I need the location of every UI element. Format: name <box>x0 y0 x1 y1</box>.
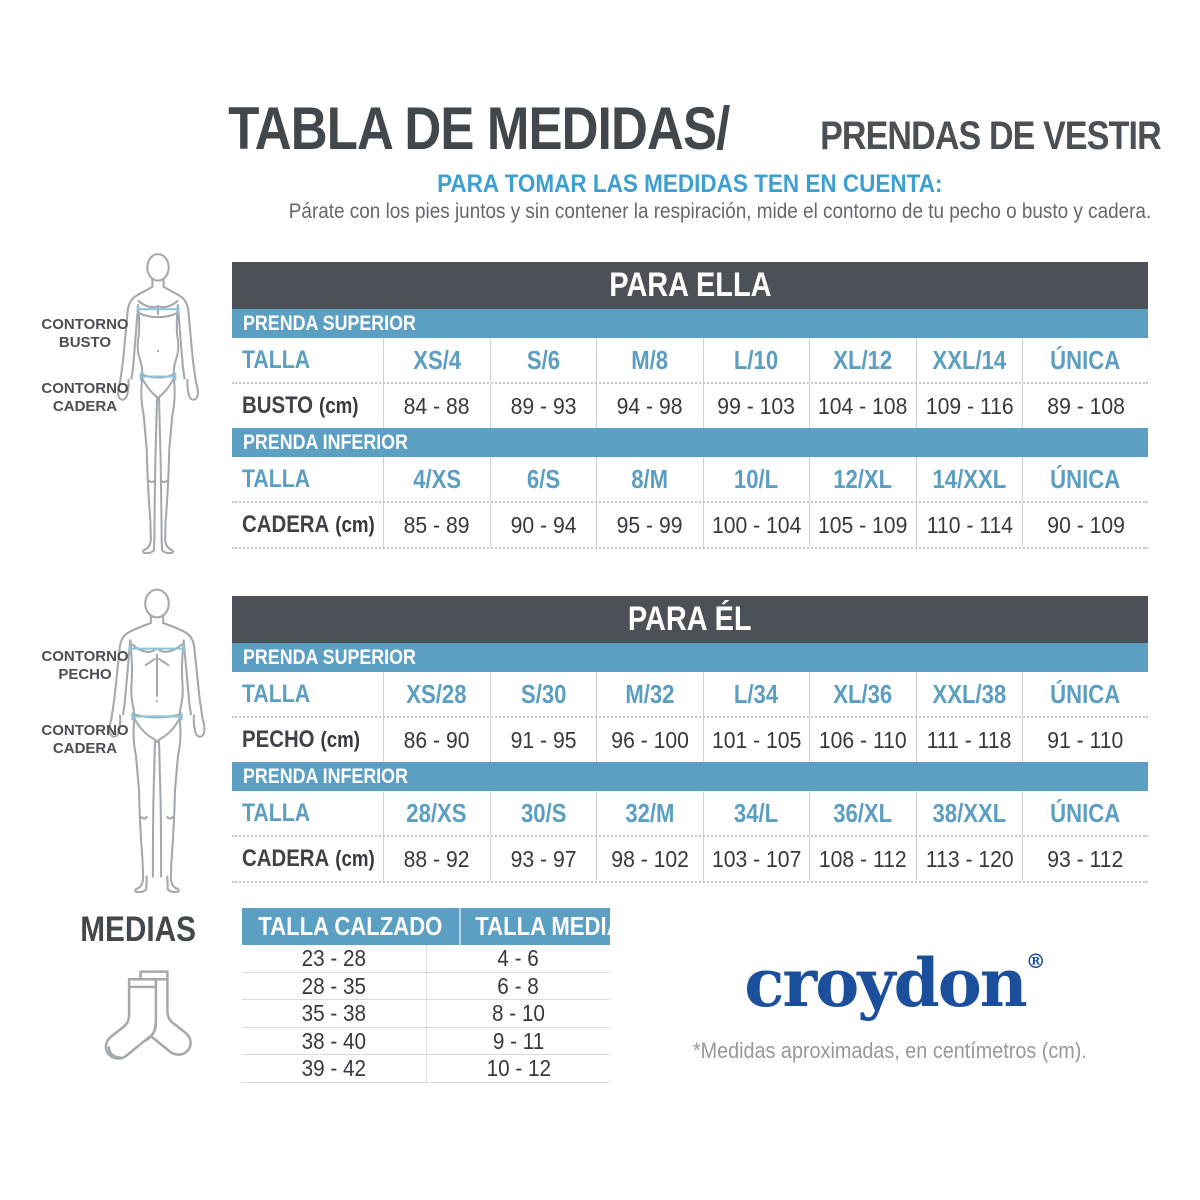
title-sub: PRENDAS DE VESTIR <box>819 114 1161 158</box>
value-cell: 109 - 116 <box>916 384 1023 428</box>
col-talla-calzado: TALLA CALZADO <box>258 911 443 941</box>
measure-row <box>232 837 1148 883</box>
calzado-value: 23 - 28 <box>301 945 367 971</box>
value-cell: 90 - 94 <box>490 503 597 547</box>
size-cell: 38/XXL <box>916 791 1023 835</box>
value-cell: 91 - 95 <box>490 718 597 762</box>
value-cell: 86 - 90 <box>383 718 490 762</box>
medias-value: 4 - 6 <box>426 945 610 972</box>
size-cell: ÚNICA <box>1022 672 1148 716</box>
size-cell: M/32 <box>596 672 703 716</box>
band-prenda-superior: PRENDA SUPERIOR <box>232 643 1148 672</box>
hip-measure-line <box>141 373 176 379</box>
value-cell: 88 - 92 <box>383 837 490 881</box>
size-cell: 4/XS <box>383 457 490 501</box>
value-cell: 93 - 112 <box>1022 837 1148 881</box>
size-cell: M/8 <box>596 338 703 382</box>
band-prenda-superior: PRENDA SUPERIOR <box>232 309 1148 338</box>
page-title <box>225 94 1161 163</box>
subtitle: PARA TOMAR LAS MEDIDAS TEN EN CUENTA: <box>437 170 943 198</box>
size-cell: XL/36 <box>809 672 916 716</box>
measure-label: CADERA (cm) <box>242 511 375 538</box>
size-cell: 28/XS <box>383 791 490 835</box>
table-row <box>242 1000 610 1028</box>
size-cell: S/6 <box>490 338 597 382</box>
medias-title: MEDIAS <box>80 910 196 949</box>
table-para-ella <box>232 262 1148 549</box>
size-cell: ÚNICA <box>1022 457 1148 501</box>
size-cell: 34/L <box>703 791 810 835</box>
size-cell: XS/4 <box>383 338 490 382</box>
title-main: TABLA DE MEDIDAS/ <box>228 95 730 162</box>
label-contorno-cadera-male: CONTORNO CADERA <box>41 722 129 757</box>
footnote: *Medidas aproximadas, en centímetros (cm). <box>693 1038 1087 1063</box>
measure-label: PECHO (cm) <box>242 726 360 753</box>
socks-table-header <box>242 908 637 945</box>
measure-label: CADERA (cm) <box>242 845 375 872</box>
size-cell: 10/L <box>703 457 810 501</box>
calzado-value: 38 - 40 <box>301 1027 367 1054</box>
size-cell: XXL/38 <box>916 672 1023 716</box>
value-cell: 113 - 120 <box>916 837 1023 881</box>
measure-row <box>232 718 1148 762</box>
size-header-row <box>232 338 1148 384</box>
size-cell: L/10 <box>703 338 810 382</box>
hip-measure-line <box>132 713 181 719</box>
size-cell: XXL/14 <box>916 338 1023 382</box>
value-cell: 110 - 114 <box>916 503 1023 547</box>
table-title-el: PARA ÉL <box>232 596 1148 643</box>
band-prenda-inferior: PRENDA INFERIOR <box>232 428 1148 457</box>
value-cell: 95 - 99 <box>596 503 703 547</box>
value-cell: 99 - 103 <box>703 384 810 428</box>
label-contorno-busto: CONTORNO BUSTO <box>41 316 129 351</box>
value-cell: 106 - 110 <box>809 718 916 762</box>
size-cell: ÚNICA <box>1022 338 1148 382</box>
table-row <box>242 973 610 1001</box>
talla-label: TALLA <box>242 679 311 708</box>
value-cell: 111 - 118 <box>916 718 1023 762</box>
description: Párate con los pies juntos y sin contener la respiración, mide el contorno de tu pecho o busto y cadera. <box>288 199 1152 223</box>
medias-value: 8 - 10 <box>426 1000 610 1027</box>
value-cell: 94 - 98 <box>596 384 703 428</box>
band-prenda-inferior: PRENDA INFERIOR <box>232 762 1148 791</box>
medias-value: 10 - 12 <box>426 1055 610 1082</box>
size-cell: 14/XXL <box>916 457 1023 501</box>
value-cell: 89 - 93 <box>490 384 597 428</box>
size-header-row <box>232 457 1148 503</box>
col-talla-medias: TALLA MEDIAS <box>459 908 652 945</box>
size-cell: S/30 <box>490 672 597 716</box>
size-cell: L/34 <box>703 672 810 716</box>
table-para-el <box>232 596 1148 883</box>
value-cell: 104 - 108 <box>809 384 916 428</box>
table-row <box>242 1055 610 1083</box>
medias-value: 6 - 8 <box>426 973 610 1000</box>
measure-row <box>232 384 1148 428</box>
size-cell: ÚNICA <box>1022 791 1148 835</box>
table-row <box>242 945 610 973</box>
croydon-logo: croydon® <box>744 944 1046 1022</box>
registered-mark: ® <box>1025 949 1046 973</box>
talla-label: TALLA <box>242 345 311 374</box>
value-cell: 98 - 102 <box>596 837 703 881</box>
table-row <box>242 1028 610 1056</box>
calzado-value: 35 - 38 <box>301 1000 367 1026</box>
calzado-value: 39 - 42 <box>301 1055 367 1081</box>
value-cell: 103 - 107 <box>703 837 810 881</box>
size-cell: XL/12 <box>809 338 916 382</box>
size-cell: 6/S <box>490 457 597 501</box>
size-cell: 8/M <box>596 457 703 501</box>
value-cell: 105 - 109 <box>809 503 916 547</box>
size-header-row <box>232 791 1148 837</box>
measure-row <box>232 503 1148 549</box>
size-cell: 12/XL <box>809 457 916 501</box>
value-cell: 84 - 88 <box>383 384 490 428</box>
size-cell: XS/28 <box>383 672 490 716</box>
measure-label: BUSTO (cm) <box>242 392 359 419</box>
table-title-ella: PARA ELLA <box>232 262 1148 309</box>
size-cell: 36/XL <box>809 791 916 835</box>
size-header-row <box>232 672 1148 718</box>
value-cell: 91 - 110 <box>1022 718 1148 762</box>
label-contorno-pecho: CONTORNO PECHO <box>41 648 129 683</box>
value-cell: 108 - 112 <box>809 837 916 881</box>
value-cell: 100 - 104 <box>703 503 810 547</box>
talla-label: TALLA <box>242 464 311 493</box>
value-cell: 93 - 97 <box>490 837 597 881</box>
value-cell: 89 - 108 <box>1022 384 1148 428</box>
calzado-value: 28 - 35 <box>301 972 367 999</box>
size-cell: 32/M <box>596 791 703 835</box>
value-cell: 85 - 89 <box>383 503 490 547</box>
value-cell: 90 - 109 <box>1022 503 1148 547</box>
size-cell: 30/S <box>490 791 597 835</box>
socks-icon <box>85 955 200 1085</box>
medias-value: 9 - 11 <box>426 1028 610 1055</box>
label-contorno-cadera-female: CONTORNO CADERA <box>41 380 129 415</box>
value-cell: 101 - 105 <box>703 718 810 762</box>
talla-label: TALLA <box>242 798 311 827</box>
socks-size-table <box>242 908 637 1083</box>
value-cell: 96 - 100 <box>596 718 703 762</box>
